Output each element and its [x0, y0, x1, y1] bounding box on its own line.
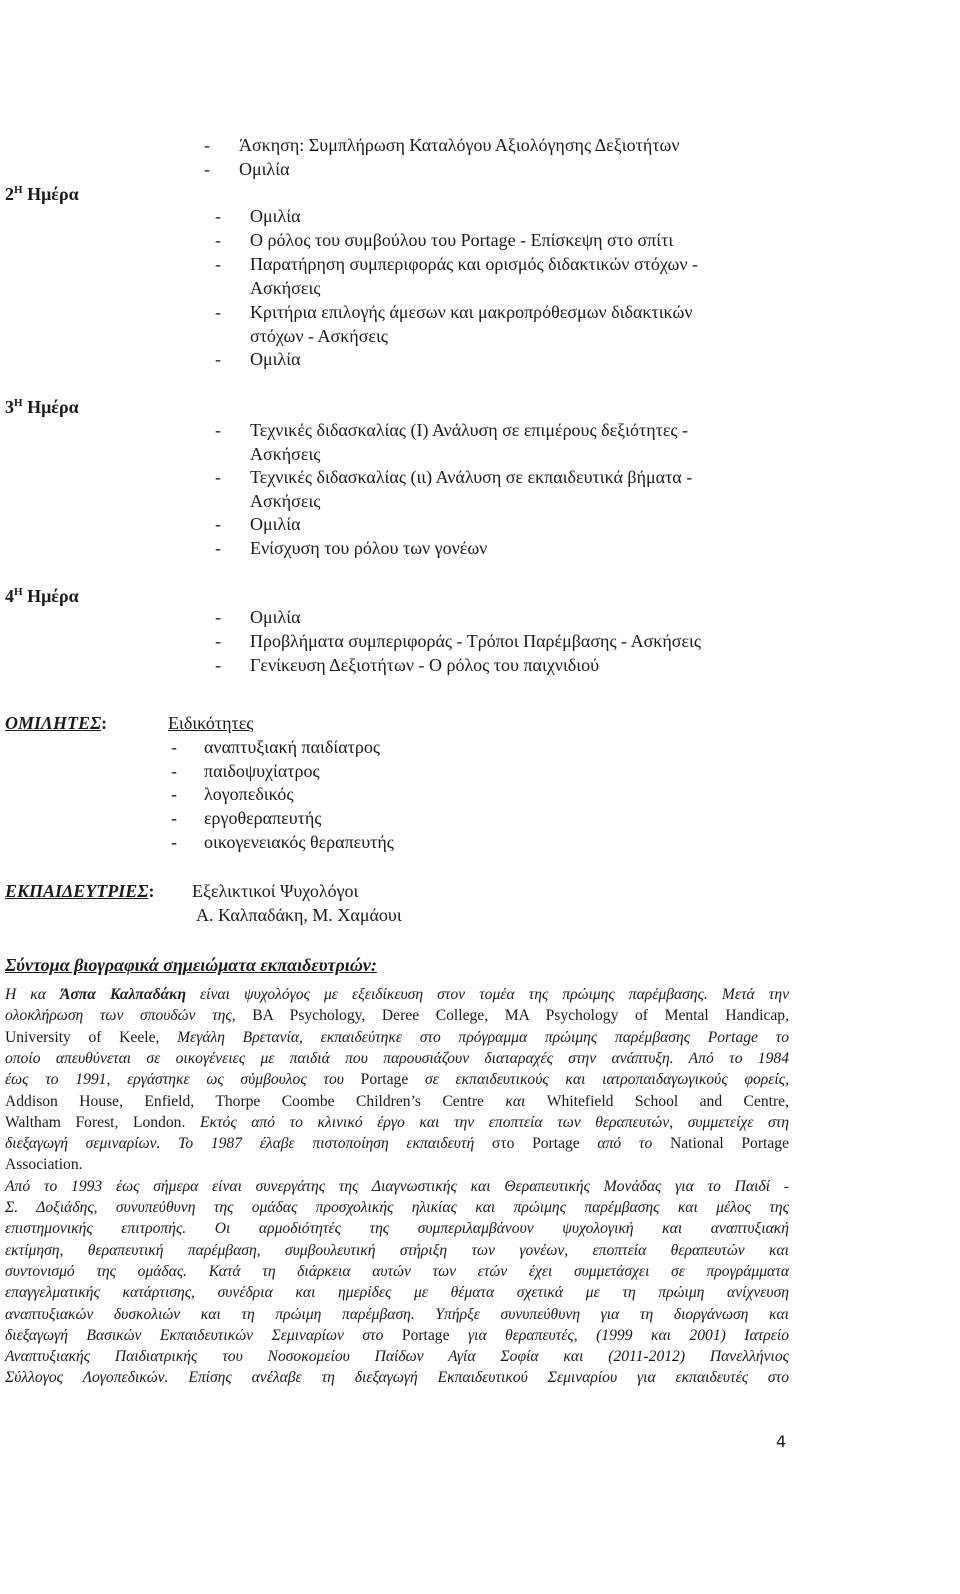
trainers-line2: Α. Καλπαδάκη, Μ. Χαμάουι [196, 905, 402, 925]
bio-text: Η κα [5, 986, 60, 1003]
list-item-text: Παρατήρηση συμπεριφοράς και ορισμός διδακτικών στόχων - [250, 253, 698, 274]
bio-text: Whitefield School and Centre, [525, 1092, 789, 1110]
bio-line [5, 1156, 789, 1174]
bio-line [5, 1220, 789, 1238]
list-item-text: Ομιλία [239, 159, 290, 179]
list-item [0, 159, 940, 183]
list-item [0, 444, 940, 468]
day-3-label: $3^H$ Ημέρα [5, 397, 79, 417]
bullet-dash: - [204, 135, 210, 155]
bio-text: διεξαγωγή σεμιναρίων. Το 1987 έλαβε πιστοποίηση εκπαιδευτή [5, 1135, 492, 1153]
list-item-text: Ομιλία [250, 607, 301, 627]
bio-line [5, 1135, 789, 1153]
list-item [0, 278, 940, 302]
list-item [0, 135, 940, 159]
list-item [0, 655, 940, 679]
bio-line [5, 1199, 789, 1217]
list-item [0, 832, 940, 856]
bio-line [5, 1327, 789, 1345]
list-item-text: Ομιλία [250, 514, 301, 534]
list-item [0, 761, 940, 785]
list-item [0, 784, 940, 808]
bio-text: οποίο απευθύνεται σε οικογένειες με παιδιά που παρουσιάζουν διαταραχές στην ανάπτυξη. Από το 1984 [5, 1049, 789, 1067]
bullet-dash: - [171, 831, 177, 852]
bio-text: BA Psychology, Deree College, MA Psychology of Mental Handicap, [252, 1007, 789, 1025]
list-item-text: Τεχνικές διδασκαλίας (ιι) Ανάλυση σε εκπαιδευτικά βήματα - [250, 467, 693, 487]
list-item-text: Ομιλία [250, 349, 301, 370]
list-item-text: παιδοψυχίατρος [204, 760, 320, 781]
list-item-text: Ασκήσεις [250, 277, 321, 298]
list-item [0, 737, 940, 761]
list-item [0, 254, 940, 278]
list-item [0, 808, 940, 832]
bio-text: και [505, 1092, 526, 1110]
bullet-dash: - [215, 301, 221, 322]
bullet-dash: - [215, 607, 221, 627]
bio-text: είναι ψυχολόγος με εξειδίκευση στον τομέα της πρώιμης παρέμβασης. Μετά την [186, 986, 789, 1003]
bio-text: Portage [360, 1071, 425, 1089]
bio-line [5, 1114, 789, 1132]
list-item [0, 349, 940, 373]
bio-line [5, 1263, 789, 1281]
list-item-text: Προβλήματα συμπεριφοράς - Τρόποι Παρέμβασης - Ασκήσεις [250, 631, 701, 651]
bio-text: Μεγάλη Βρετανία, εκπαιδεύτηκε στο πρόγραμμα πρώιμης παρέμβασης [177, 1028, 708, 1046]
list-item [0, 420, 940, 444]
bio-text: εκτίμηση, θεραπευτική παρέμβαση, συμβουλευτική στήριξη των γονέων, εποπτεία θεραπευτών και [5, 1241, 789, 1259]
bio-text: National Portage [652, 1135, 789, 1153]
bio-text: Σ. Δοξιάδης, συνυπεύθυνη της ομάδας προσχολικής ηλικίας και πρώιμης παρέμβασης και μέλος της [5, 1199, 789, 1216]
list-item-text: οικογενειακός θεραπευτής [204, 831, 394, 852]
page-number: 4 [776, 1432, 787, 1451]
bullet-dash: - [215, 467, 221, 487]
list-item [0, 607, 940, 631]
bio-text: διεξαγωγή Βασικών Εκπαιδευτικών Σεμιναρίων στο [5, 1326, 402, 1344]
list-item-text: Κριτήρια επιλογής άμεσων και μακροπρόθεσμων διδακτικών [250, 301, 693, 322]
bullet-dash: - [215, 631, 221, 651]
bio-line [5, 1369, 789, 1387]
bio-line [5, 1050, 789, 1068]
bio-line [5, 1178, 789, 1196]
list-item-text: Ενίσχυση του ρόλου των γονέων [250, 537, 488, 558]
list-item [0, 631, 940, 655]
bio-line [5, 986, 789, 1004]
bio-text: αναπτυξιακών δυσκολιών και τη πρώιμη παρέμβαση. Υπήρξε συνυπεύθυνη για τη διοργάνωση και [5, 1305, 789, 1323]
bio-line [5, 1242, 789, 1260]
list-item-text: Ασκήσεις [250, 490, 321, 511]
bio-text: Σύλλογος Λογοπεδικών. Επίσης ανέλαβε τη διεξαγωγή Εκπαιδευτικού Σεμιναρίου για εκπαιδευτές στο [5, 1369, 789, 1387]
bullet-dash: - [215, 537, 221, 558]
bio-line [5, 1007, 789, 1025]
list-item [0, 206, 940, 230]
bullet-dash: - [215, 655, 221, 675]
list-item [0, 491, 940, 515]
specialties-heading: Ειδικότητες [168, 713, 254, 733]
bio-text: από το [597, 1135, 653, 1153]
bio-text: Waltham Forest, London. [5, 1113, 200, 1131]
bio-text: το [775, 1028, 790, 1046]
bullet-dash: - [204, 159, 210, 179]
bio-text: επιστημονικής επιτροπής. Οι αρμοδιότητές της συμπεριλαμβάνουν ψυχολογική και αναπτυξιακή [5, 1220, 789, 1238]
list-item-text: Ο ρόλος του συμβούλου του Portage - Επίσκεψη στο σπίτι [250, 229, 674, 250]
bio-text: University of Keele, [5, 1028, 178, 1046]
bio-line [5, 1071, 789, 1089]
bio-name: Άσπα Καλπαδάκη [59, 986, 186, 1003]
bullet-dash: - [215, 229, 221, 250]
list-item-text: αναπτυξιακή παιδίατρος [204, 737, 380, 757]
bio-text: σε εκπαιδευτικούς και ιατροπαιδαγωγικούς φορείς, [424, 1071, 789, 1089]
bio-line [5, 1093, 789, 1111]
list-item-text: στόχων - Ασκήσεις [250, 325, 388, 346]
bullet-dash: - [215, 206, 221, 226]
bullet-dash: - [215, 514, 221, 534]
bio-text: Addison House, Enfield, Thorpe Coombe Children’s Centre [5, 1092, 506, 1110]
bio-text: για θεραπευτές, (1999 και 2001) Ιατρείο [468, 1326, 789, 1344]
list-item-text: Άσκηση: Συμπλήρωση Καταλόγου Αξιολόγησης Δεξιοτήτων [239, 135, 680, 155]
list-item [0, 326, 940, 350]
trainers-line1: Εξελικτικοί Ψυχολόγοι [192, 881, 359, 901]
list-item [0, 467, 940, 491]
bullet-dash: - [171, 737, 177, 757]
bullet-dash: - [171, 808, 177, 829]
speakers-label: ΟΜΙΛΗΤΕΣ: [5, 713, 108, 733]
list-item [0, 230, 940, 254]
bio-text: Association. [5, 1156, 83, 1174]
bio-text: στο Portage [491, 1135, 598, 1153]
list-item-text: Τεχνικές διδασκαλίας (Ι) Ανάλυση σε επιμέρους δεξιότητες - [250, 420, 689, 440]
bio-line [5, 1306, 789, 1324]
bio-text: Από το 1993 έως σήμερα είναι συνεργάτης της Διαγνωστικής και Θεραπευτικής Μονάδας για το Παιδί - [5, 1177, 789, 1195]
bio-text: Αναπτυξιακής Παιδιατρικής του Νοσοκομείου Παίδων Αγία Σοφία και (2011-2012) Πανελλήνιος [5, 1348, 789, 1366]
bio-text: ολοκλήρωση των σπουδών της, [5, 1007, 253, 1025]
bullet-dash: - [215, 349, 221, 370]
list-item-text: Ασκήσεις [250, 443, 321, 464]
bullet-dash: - [215, 253, 221, 274]
bullet-dash: - [171, 784, 177, 805]
bio-text: Εκτός από το κλινικό έργο και την εποπτεία των θεραπευτών, συμμετείχε στη [199, 1113, 789, 1131]
bio-text: Portage [401, 1326, 468, 1344]
list-item [0, 538, 940, 562]
bullet-dash: - [215, 420, 221, 440]
list-item [0, 514, 940, 538]
list-item [0, 302, 940, 326]
bullet-dash: - [171, 760, 177, 781]
bio-title: Σύντομα βιογραφικά σημειώματα εκπαιδευτριών: [5, 955, 377, 975]
day-4-label: $4^H$ Ημέρα [5, 586, 79, 606]
list-item-text: Γενίκευση Δεξιοτήτων - Ο ρόλος του παιχνιδιού [250, 655, 600, 675]
bio-text: συντονισμό της ομάδας. Κατά τη διάρκεια αυτών των ετών έχει συμμετάσχει σε προγράμματα [5, 1262, 789, 1280]
bio-text: Portage [707, 1028, 776, 1046]
list-item-text: εργοθεραπευτής [204, 808, 322, 829]
bio-line [5, 1029, 789, 1047]
bio-line [5, 1348, 789, 1366]
bio-line [5, 1284, 789, 1302]
bio-text: έως το 1991, εργάστηκε ως σύμβουλος του [5, 1071, 361, 1089]
list-item-text: λογοπεδικός [204, 784, 294, 805]
trainers-label: ΕΚΠΑΙΔΕΥΤΡΙΕΣ: [5, 881, 155, 901]
bio-text: επαγγελματικής κατάρτισης, συνέδρια και ημερίδες με θέματα σχετικά με τη πρώιμη ανίχνευση [5, 1284, 789, 1302]
list-item-text: Ομιλία [250, 206, 301, 226]
day-2-label: $2^H$ Ημέρα [5, 184, 79, 204]
